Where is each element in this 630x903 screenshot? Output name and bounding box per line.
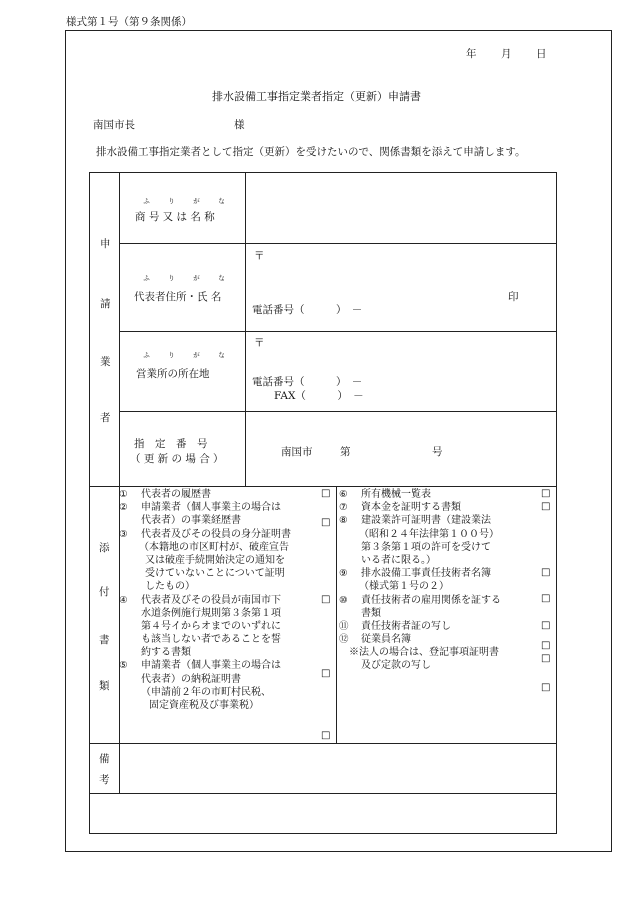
item-text: いる者に限る。） [361,554,436,566]
attachment-item [339,620,555,633]
section-divider [89,793,557,794]
item-text: 建設業許可証明書（建設業法 [361,515,491,527]
attach-label-3: 書 [99,634,110,646]
designation-sub-label: （ 更 新 の 場 合 ） [130,453,224,465]
attachment-item [339,514,555,527]
addressee-honorific: 様 [234,119,245,131]
attachment-line [339,580,555,593]
row-divider [119,243,557,244]
item-text: 申請業者（個人事業主の場合は [141,502,281,514]
furigana-char: り [168,351,175,359]
date-day: 日 [536,48,547,60]
item-number: ③ [119,528,128,540]
item-number: ⑧ [339,515,348,527]
attachment-item [339,567,555,580]
section-divider [89,486,557,487]
attachment-note-line [339,659,555,672]
attachment-item [119,659,335,672]
attachments-right-list [339,488,555,673]
checkbox-item-10[interactable]: □ [541,620,551,631]
item-text: 代表者の履歴書 [141,489,211,500]
item-text: （本籍地の市区町村が、破産宣告 [139,541,289,553]
postal-mark-rep: 〒 [254,250,265,262]
item-text: （様式第１号の２） [359,581,449,593]
intro-text: 排水設備工事指定業者として指定（更新）を受けたいので、関係書類を添えて申請します。 [96,146,526,158]
column-divider [245,172,246,486]
attachment-item [119,594,335,607]
remarks-label-2: 考 [99,774,110,786]
item-text: 代表者）の事業経歴書 [141,515,241,527]
section-divider [89,743,557,744]
attach-label-1: 添 [99,542,110,554]
office-phone: 電話番号（ ） － [252,376,363,388]
checkbox-item-5[interactable]: □ [321,730,331,741]
date-year: 年 [466,48,477,60]
attachment-line [119,567,335,580]
attachment-line [119,686,335,699]
checkbox-item-note[interactable]: □ [541,682,551,693]
item-text: （昭和２４年法律第１００号） [359,528,499,540]
applicant-label-3: 業 [100,356,111,368]
checkbox-item-8[interactable]: □ [541,567,551,578]
seal-mark: 印 [508,291,519,303]
attachment-item [339,488,555,501]
note-text: 及び定款の写し [361,660,431,672]
item-text: 又は破産手続開始決定の通知を [145,554,285,566]
attachment-line [119,646,335,659]
checkbox-item-11[interactable]: □ [541,640,551,651]
item-text: 資本金を証明する書類 [361,502,461,514]
item-number: ② [119,502,128,514]
furigana-char: り [168,197,175,205]
item-text: 約する書類 [141,647,191,659]
attachment-line [119,699,335,712]
checkbox-item-4[interactable]: □ [321,668,331,679]
attachment-line [119,541,335,554]
trade-name-label: 商 号 又 は 名 称 [135,211,215,223]
attachment-line [339,541,555,554]
furigana-char: な [218,197,225,205]
item-number: ④ [119,594,128,606]
attachment-line [339,607,555,620]
item-text: 代表者）の納税証明書 [141,673,241,685]
representative-label: 代表者住所・氏 名 [134,291,222,303]
item-text: 責任技術者証の写し [361,620,451,632]
remarks-label-1: 備 [99,753,110,765]
item-text: 所有機械一覧表 [361,489,431,500]
form-title: 排水設備工事指定業者指定（更新）申請書 [212,90,421,103]
item-number: ⑤ [119,660,128,672]
furigana-trade-name [134,196,234,205]
item-text: も該当しない者であることを誓 [141,634,281,646]
item-text: 第３条第１項の許可を受けて [361,541,491,553]
item-number: ⑥ [339,489,348,500]
applicant-label-4: 者 [100,412,111,424]
designation-go: 号 [432,446,443,458]
attachment-line [119,554,335,567]
checkbox-item-3[interactable]: □ [321,594,331,605]
furigana-char: ふ [143,274,150,282]
item-text: 受けていないことについて証明 [145,568,285,580]
form-number: 様式第１号（第９条関係） [66,16,192,28]
attachment-item [119,488,335,501]
row-divider [119,411,557,412]
postal-mark-office: 〒 [254,337,265,349]
attachment-line [119,580,335,593]
applicant-label-1: 申 [100,238,111,250]
item-text: 申請業者（個人事業主の場合は [141,660,281,672]
row-divider [119,331,557,332]
checkbox-item-2[interactable]: □ [321,517,331,528]
item-number: ⑫ [339,634,349,646]
addressee-name: 南国市長 [93,119,135,131]
item-text: 責任技術者の雇用関係を証する [361,594,501,606]
furigana-char: が [193,274,200,282]
furigana-char: ふ [143,197,150,205]
checkbox-item-1[interactable]: □ [321,488,331,499]
furigana-char: な [218,351,225,359]
item-text: 第４号イからオまでのいずれに [141,620,281,632]
item-text: 排水設備工事責任技術者名簿 [361,568,491,580]
attachment-item [339,633,555,646]
attachment-item [119,501,335,514]
designation-label: 指 定 番 号 [134,438,208,450]
designation-dai: 第 [340,446,351,458]
checkbox-item-7[interactable]: □ [541,501,551,512]
item-text: 代表者及びその役員の身分証明書 [141,528,291,540]
attachment-item [339,501,555,514]
attachment-line [119,514,335,527]
item-number: ⑪ [339,620,349,632]
item-number: ⑨ [339,568,348,580]
date-month: 月 [501,48,512,60]
attach-label-2: 付 [99,586,110,598]
item-number: ⑩ [339,594,348,606]
attachment-item [119,528,335,541]
designation-city: 南国市 [281,446,313,458]
furigana-char: り [168,274,175,282]
checkbox-item-12[interactable]: □ [541,653,551,664]
item-number: ⑦ [339,502,348,514]
rep-phone: 電話番号（ ） － [252,304,363,316]
attachments-left-list [119,488,335,712]
item-text: 代表者及びその役員が南国市下 [141,594,281,606]
checkbox-item-9[interactable]: □ [541,593,551,604]
item-text: 水道条例施行規則第３条第１項 [141,607,281,619]
note-text: ※法人の場合は、登記事項証明書 [349,647,499,659]
attachment-line [119,620,335,633]
office-label: 営業所の所在地 [136,368,210,380]
checkbox-item-6[interactable]: □ [541,488,551,499]
attach-label-4: 類 [99,680,110,692]
furigana-char: な [218,274,225,282]
attachment-line [339,528,555,541]
item-text: （申請前２年の市町村民税、 [141,686,271,698]
attachment-item [339,594,555,607]
item-number: ① [119,489,128,500]
item-text: 固定資産税及び事業税） [149,700,259,711]
attachment-line [119,607,335,620]
furigana-office [134,350,234,359]
attachment-line [119,673,335,686]
item-text: したもの） [145,581,195,593]
furigana-char: が [193,197,200,205]
applicant-label-2: 請 [100,298,111,310]
furigana-char: ふ [143,351,150,359]
office-fax: FAX（ ） － [274,390,364,402]
furigana-representative [134,273,234,282]
item-text: 従業員名簿 [361,634,411,646]
attachment-line [339,554,555,567]
item-text: 書類 [361,607,381,619]
column-divider [336,486,337,743]
furigana-char: が [193,351,200,359]
attachment-note [339,646,555,659]
attachment-line [119,633,335,646]
